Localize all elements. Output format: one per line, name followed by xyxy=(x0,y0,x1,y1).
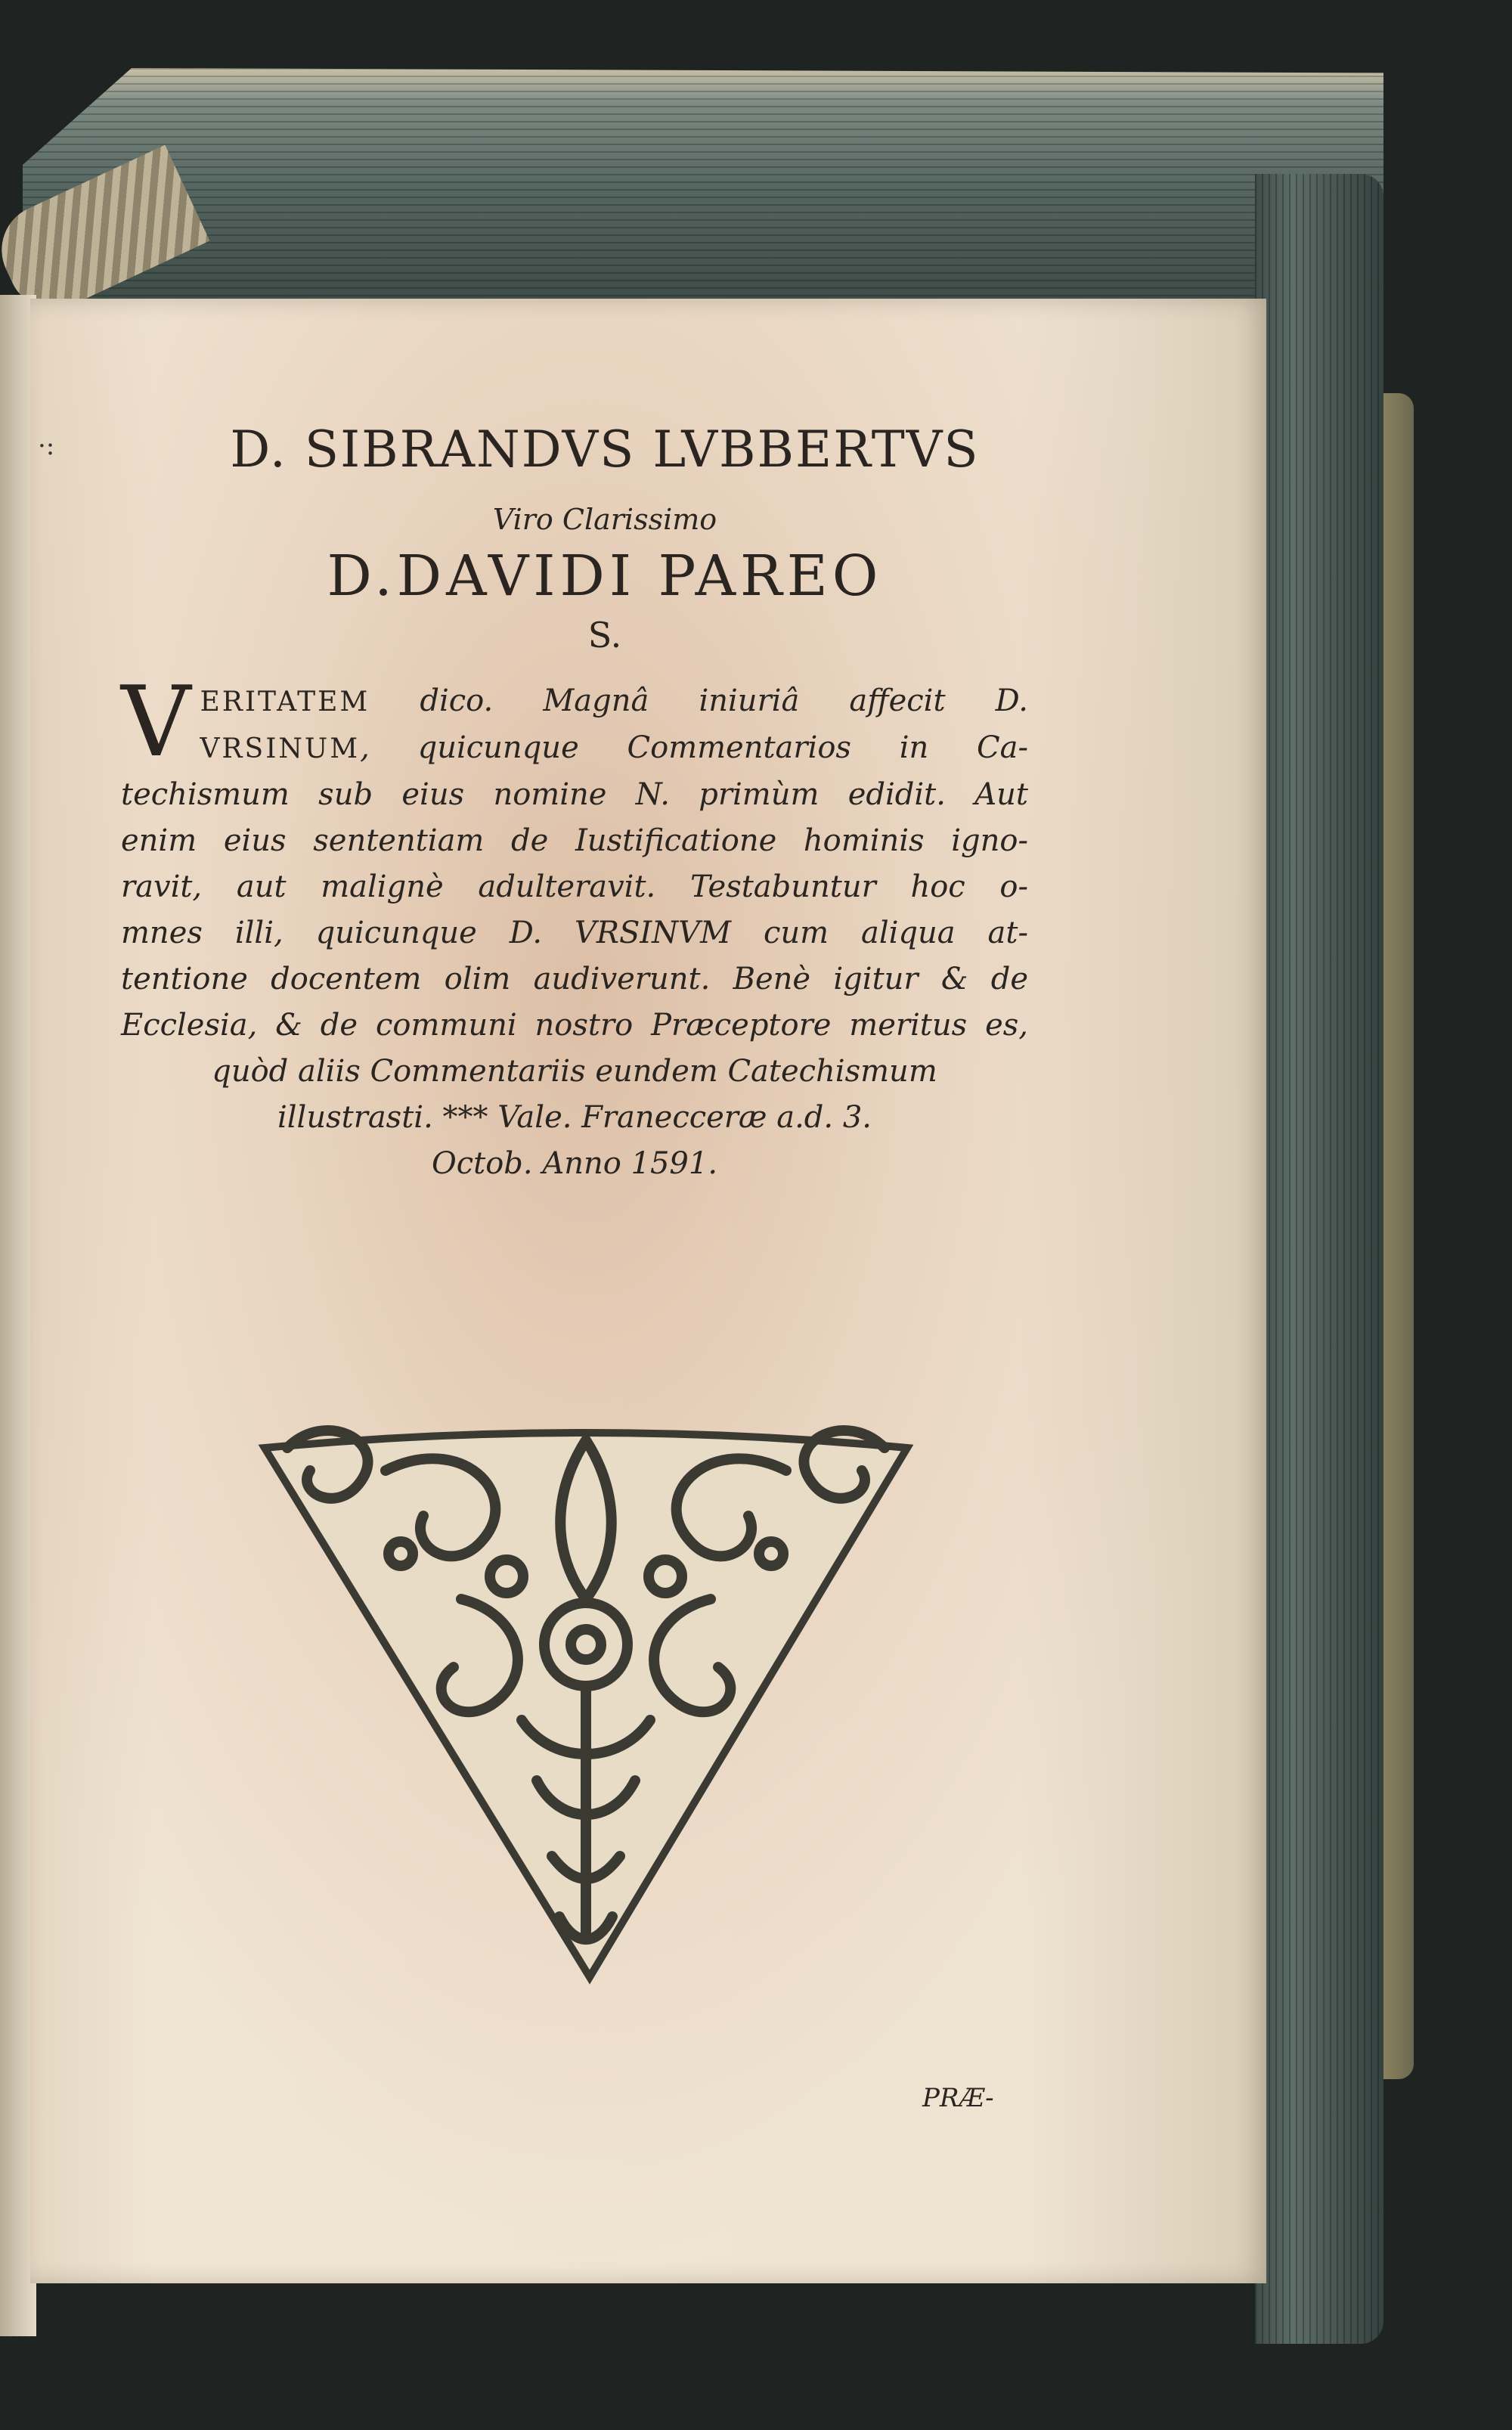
text-line: tentione docentem olim audiverunt. Benè igitur & de xyxy=(121,962,1028,996)
text-line: Ecclesia, & de communi nostro Præceptore meritus es, xyxy=(121,1008,1028,1043)
page-heading: D. SIBRANDVS LVBBERTVS xyxy=(230,420,980,479)
drop-cap: V xyxy=(121,666,191,779)
text-line: ravit, aut malignè adulteravit. Testabuntur hoc o- xyxy=(121,869,1028,904)
salutation: S. xyxy=(587,615,622,656)
text-line: quòd aliis Commentariis eundem Catechismum xyxy=(212,1054,937,1089)
catchword: PRÆ- xyxy=(922,2083,994,2113)
page-subtitle: Viro Clarissimo xyxy=(492,503,717,536)
book-fore-edge xyxy=(1255,174,1383,2344)
addressee-heading: D.DAVIDI PAREO xyxy=(327,544,883,609)
page-text xyxy=(121,420,1089,1187)
margin-mark: ·: xyxy=(38,431,55,461)
book-page xyxy=(30,299,1266,2283)
ornamental-tailpiece-icon xyxy=(234,1403,937,1992)
text-line: ERITATEM dico. Magnâ iniuriâ affecit D. xyxy=(200,683,1028,718)
text-line: enim eius sententiam de Iustificatione hominis igno- xyxy=(121,823,1028,858)
letter-body xyxy=(121,666,1028,1187)
page-edge-lines xyxy=(23,68,1383,310)
text-line: techismum sub eius nomine N. primùm edidit. Aut xyxy=(121,777,1028,812)
text-line: illustrasti. *** Vale. Franecceræ a.d. 3. xyxy=(277,1100,872,1135)
text-line: VRSINUM, quicunque Commentarios in Ca- xyxy=(200,730,1028,765)
text-line: mnes illi, quicunque D. VRSINVM cum aliqua at- xyxy=(121,916,1028,950)
text-line: Octob. Anno 1591. xyxy=(431,1146,718,1181)
